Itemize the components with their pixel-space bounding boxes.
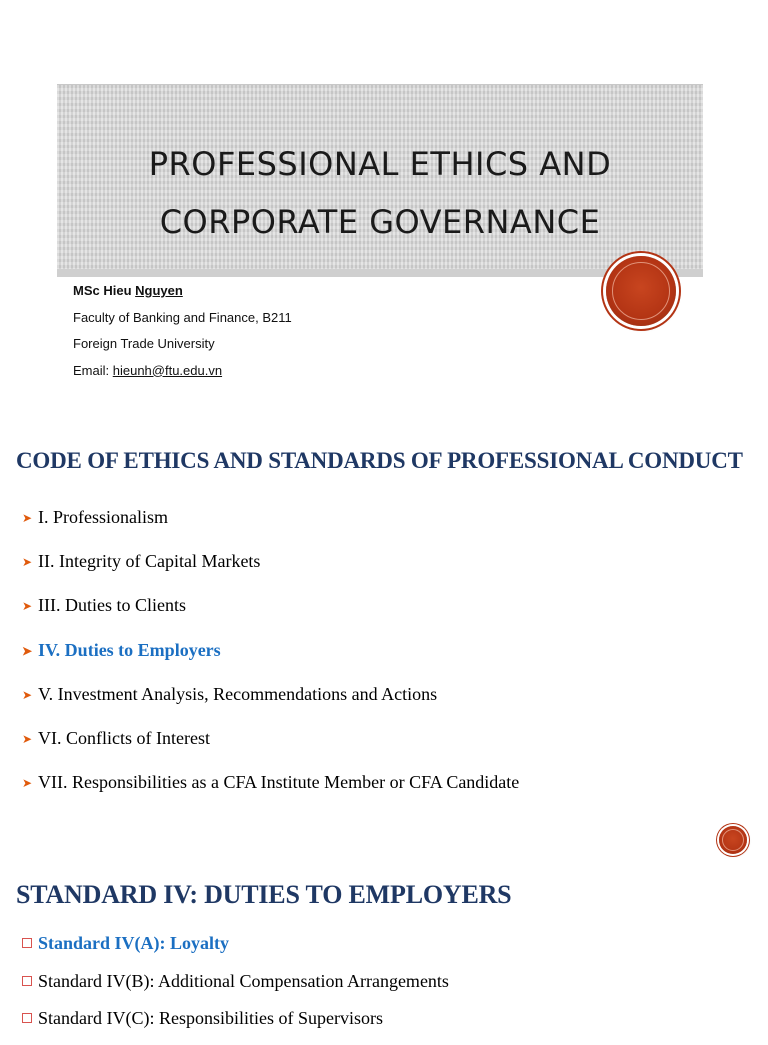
title-line-2: CORPORATE GOVERNANCE	[159, 203, 601, 241]
ethics-list-item	[22, 727, 519, 771]
square-bullet-icon	[22, 1013, 32, 1023]
ethics-list-item-label: IV. Duties to Employers	[38, 639, 221, 660]
email-link[interactable]: hieunh@ftu.edu.vn	[112, 362, 223, 378]
standard-list-item-label: Standard IV(C): Responsibilities of Supervisors	[38, 1008, 383, 1028]
title-slide	[0, 0, 768, 400]
ethics-standards-list	[22, 506, 519, 815]
standard-list-item-label: Standard IV(A): Loyalty	[38, 933, 230, 953]
ethics-list-item-label: V. Investment Analysis, Recommendations and Actions	[38, 683, 438, 704]
decorative-circle-icon	[719, 826, 747, 854]
square-bullet-icon	[22, 976, 32, 986]
standard-list-item-label: Standard IV(B): Additional Compensation Arrangements	[38, 970, 449, 991]
square-bullet-icon	[22, 938, 32, 948]
standard-iv-list	[22, 932, 449, 1045]
presentation-title	[57, 135, 703, 251]
author-name: MSc Hieu Nguyen	[73, 283, 183, 298]
arrow-bullet-icon: ➤	[22, 511, 33, 525]
standard-list-item	[22, 932, 449, 970]
ethics-list-item	[22, 639, 519, 683]
arrow-bullet-icon: ➤	[22, 776, 33, 791]
arrow-bullet-icon: ➤	[22, 555, 33, 570]
ethics-list-item	[22, 771, 519, 815]
ethics-list-item	[22, 594, 519, 638]
ethics-list-item-label: II. Integrity of Capital Markets	[38, 551, 261, 572]
ethics-list-item	[22, 683, 519, 727]
standard-list-item	[22, 970, 449, 1008]
arrow-bullet-icon: ➤	[22, 731, 33, 746]
arrow-bullet-icon: ➤	[22, 643, 33, 658]
ethics-list-item-label: VII. Responsibilities as a CFA Institute Member or CFA Candidate	[38, 772, 520, 793]
author-block	[73, 278, 292, 384]
title-line-1: PROFESSIONAL ETHICS AND	[148, 145, 612, 183]
ethics-list-item-label: I. Professionalism	[38, 507, 168, 527]
author-email-line: Email: hieunh@ftu.edu.vn	[73, 362, 223, 378]
code-of-ethics-title: CODE OF ETHICS AND STANDARDS OF PROFESSIONAL CONDUCT	[16, 448, 743, 473]
ethics-list-item-label: III. Duties to Clients	[38, 595, 186, 616]
ethics-list-item	[22, 506, 519, 550]
decorative-circle-icon	[606, 256, 676, 326]
code-of-ethics-slide	[0, 430, 768, 810]
standard-iv-title: STANDARD IV: DUTIES TO EMPLOYERS	[16, 880, 512, 909]
author-faculty: Faculty of Banking and Finance, B211	[73, 309, 292, 325]
arrow-bullet-icon: ➤	[22, 599, 33, 614]
author-university: Foreign Trade University	[73, 336, 215, 351]
ethics-list-item	[22, 550, 519, 594]
standard-iv-slide	[0, 860, 768, 1028]
ethics-list-item-label: VI. Conflicts of Interest	[38, 727, 210, 748]
title-banner	[57, 84, 703, 277]
standard-list-item	[22, 1007, 449, 1045]
arrow-bullet-icon: ➤	[22, 687, 33, 702]
